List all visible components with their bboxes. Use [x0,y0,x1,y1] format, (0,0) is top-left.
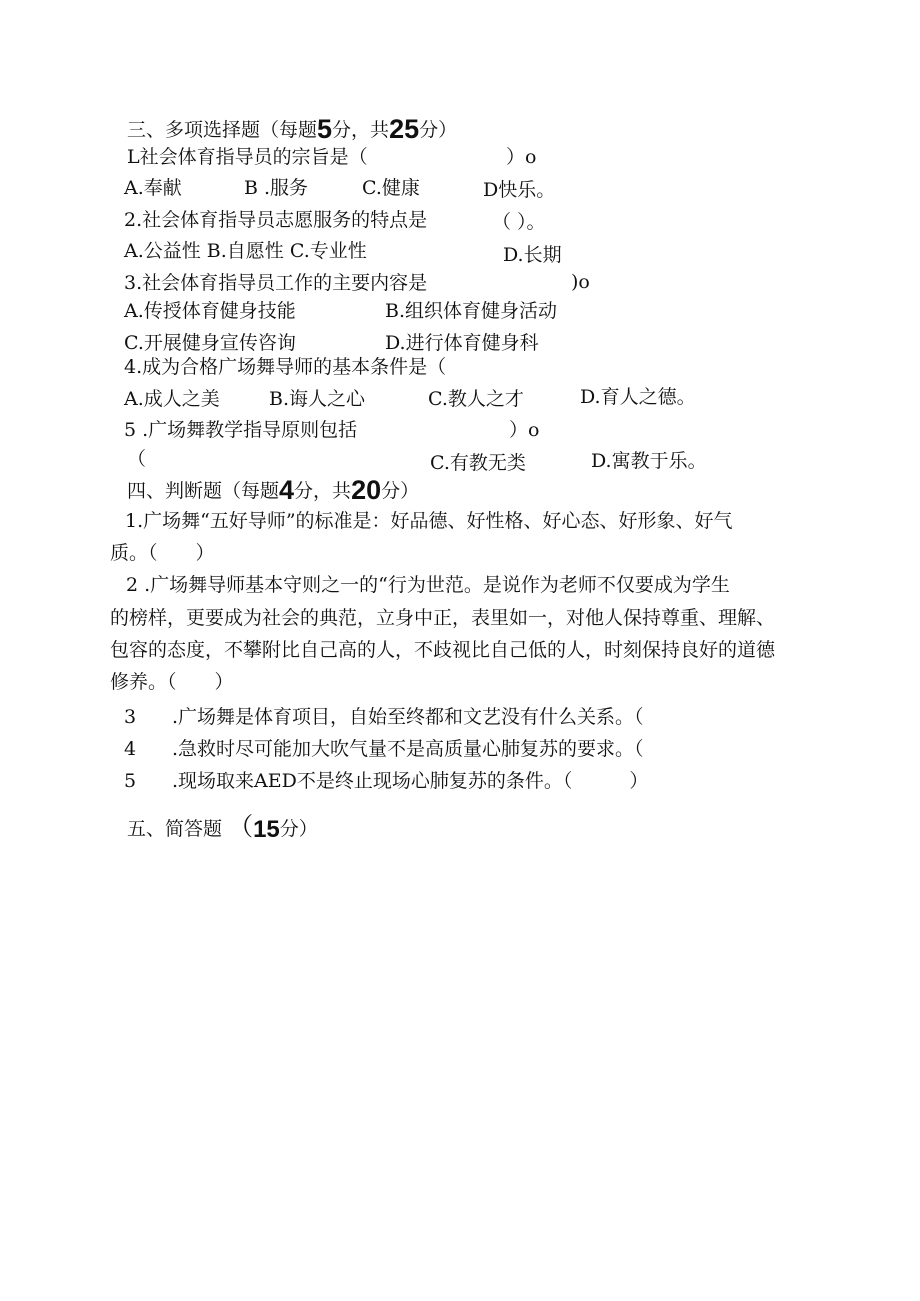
q4-option-d: D.育人之德。 [580,386,696,408]
section-3-title-end: 分） [419,119,458,141]
section-4-total-score: 20 [351,475,382,505]
q3-stem-end: )o [571,271,590,293]
q1-stem: L社会体育指导员的宗旨是（ [127,146,368,168]
j3-text: .广场舞是体育项目，自始至终都和文艺没有什么关系。（ [172,706,644,728]
j2-line-1: 2 .广场舞导师基本守则之一的“行为世范。是说作为老师不仅要成为学生 [126,574,730,596]
q1-stem-end: ）o [506,146,537,168]
q2-option-d: D.长期 [503,244,562,266]
section-5-heading [127,814,318,842]
section-3-per-score: 5 [317,114,333,144]
q3-option-c: C.开展健身宣传咨询 [124,332,296,354]
q4-option-b: B.诲人之心 [269,388,366,410]
section-3-heading [127,116,457,143]
q5-stem: 5 .广场舞教学指导原则包括 [124,419,358,441]
j2-line-2: 的榜样，更要成为社会的典范，立身中正，表里如一，对他人保持尊重、理解、 [110,607,776,629]
q5-open-paren: （ [127,448,147,470]
j4-number: 4 [124,738,137,760]
q5-stem-end: ）o [509,419,540,441]
q4-option-c: C.教人之才 [428,388,524,410]
section-5-score: 15 [253,816,280,843]
q1-option-b: B .服务 [244,177,309,199]
j1-line-1: 1.广场舞“五好导师”的标准是：好品德、好性格、好心态、好形象、好气 [125,510,733,532]
j5-number: 5 [124,770,137,792]
q3-option-b: B.组织体育健身活动 [385,300,558,322]
q1-option-c: C.健康 [362,177,420,199]
q4-option-a: A.成人之美 [124,388,220,410]
j2-line-4: 修养。（ ） [110,671,234,693]
q5-option-d: D.寓教于乐。 [591,450,707,472]
q2-stem: 2.社会体育指导员志愿服务的特点是 [124,209,428,231]
section-3-title: 三、多项选择题（每题 [127,119,318,141]
section-5-title-end: 分） [279,818,318,840]
j1-line-2: 质。（ ） [110,542,215,564]
q5-option-c: C.有教无类 [430,452,526,474]
q3-stem: 3.社会体育指导员工作的主要内容是 [124,272,428,294]
q2-stem-end: （ ）。 [492,211,546,233]
section-4-title: 四、判断题（每题 [127,480,280,502]
section-3-total-score: 25 [389,114,420,144]
section-5-title: 五、简答题 [127,818,223,840]
j4-text: .急救时尽可能加大吹气量不是高质量心肺复苏的要求。（ [172,738,644,760]
q3-option-d: D.进行体育健身科 [385,332,539,354]
section-4-heading [127,477,419,504]
section-4-per-score: 4 [279,475,295,505]
section-4-title-mid: 分，共 [294,480,352,502]
q1-option-a: A.奉献 [124,177,182,199]
section-3-title-mid: 分，共 [332,119,390,141]
q4-stem: 4.成为合格广场舞导师的基本条件是（ [124,356,447,378]
j2-line-3: 包容的态度，不攀附比自己高的人，不歧视比自己低的人，时刻保持良好的道德 [110,639,776,661]
q3-option-a: A.传授体育健身技能 [124,300,296,322]
j3-number: 3 [124,706,137,728]
q1-option-d: D快乐。 [483,179,556,201]
section-4-title-end: 分） [381,480,420,502]
j5-text: .现场取来AED不是终止现场心肺复苏的条件。（ ） [172,770,649,792]
q2-options-abc: A.公益性 B.自愿性 C.专业性 [124,240,367,262]
section-5-open-paren: （ [228,812,254,841]
